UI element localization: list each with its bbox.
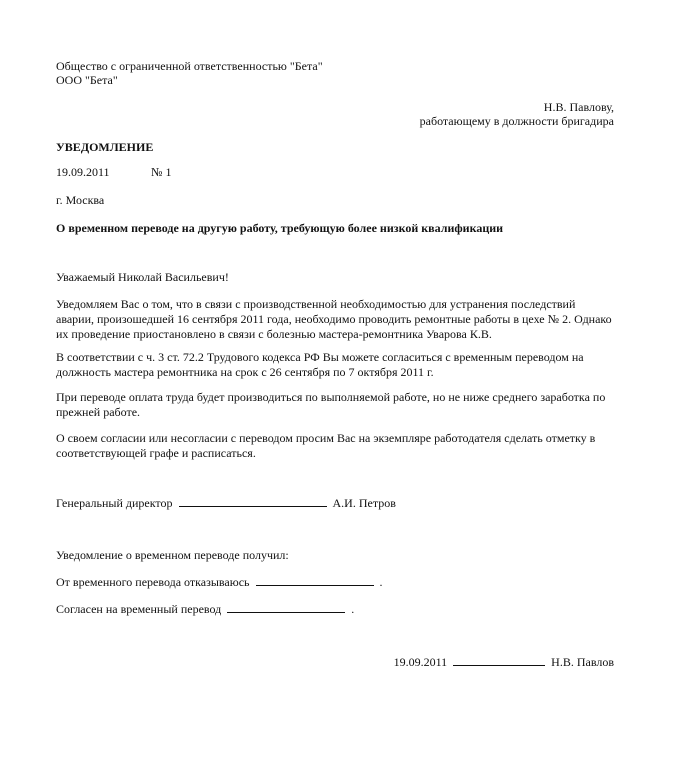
agree-signature-line (227, 600, 345, 613)
document-number: № 1 (151, 165, 172, 179)
receipt-signature-row (394, 653, 614, 670)
organization-short-name: ООО "Бета" (56, 73, 118, 87)
document-subject: О временном переводе на другую работу, требующую более низкой квалификации (56, 221, 504, 235)
document-title: УВЕДОМЛЕНИЕ (56, 140, 154, 154)
director-name: А.И. Петров (332, 496, 396, 510)
receipt-name: Н.В. Павлов (551, 655, 614, 669)
document-date: 19.09.2011 (56, 165, 110, 179)
paragraph-1: Уведомляем Вас о том, что в связи с производственной необходимостью для устранения последствий аварии, произошедшей 16 сентября 2011 года, необходимо проводить ремонтные работы в цехе № 2. Однако их проведение приостановлено в связи с болезнью мастера-ремонтника Уварова К.В. (56, 297, 612, 341)
paragraph-4: О своем согласии или несогласии с переводом просим Вас на экземпляре работодателя сделать отметку в соответствующей графе и расписаться. (56, 431, 596, 460)
agree-label: Согласен на временный перевод (56, 602, 222, 616)
refuse-dot: . (379, 575, 383, 589)
receipt-heading: Уведомление о временном переводе получил: (56, 548, 289, 562)
paragraph-3: При переводе оплата труда будет производиться по выполняемой работе, но не ниже среднего заработка по прежней работе. (56, 390, 606, 419)
organization-full-name: Общество с ограниченной ответственностью "Бета" (56, 59, 323, 73)
director-position: Генеральный директор (56, 496, 173, 510)
refuse-signature-line (256, 573, 374, 586)
addressee-name: Н.В. Павлову, (543, 100, 614, 114)
greeting: Уважаемый Николай Васильевич! (56, 270, 229, 284)
document-city: г. Москва (56, 193, 105, 207)
addressee-position: работающему в должности бригадира (419, 114, 614, 128)
receipt-date: 19.09.2011 (393, 655, 448, 669)
paragraph-2: В соответствии с ч. 3 ст. 72.2 Трудового кодекса РФ Вы можете согласиться с временным переводом на должность мастера ремонтника на срок с 26 сентября по 7 октября 2011 г. (56, 350, 584, 379)
agree-row (56, 600, 354, 617)
director-signature-row (56, 494, 396, 511)
agree-dot: . (351, 602, 355, 616)
refuse-row (56, 573, 383, 590)
receipt-signature-line (453, 653, 545, 666)
director-signature-line (179, 494, 327, 507)
refuse-label: От временного перевода отказываюсь (56, 575, 250, 589)
